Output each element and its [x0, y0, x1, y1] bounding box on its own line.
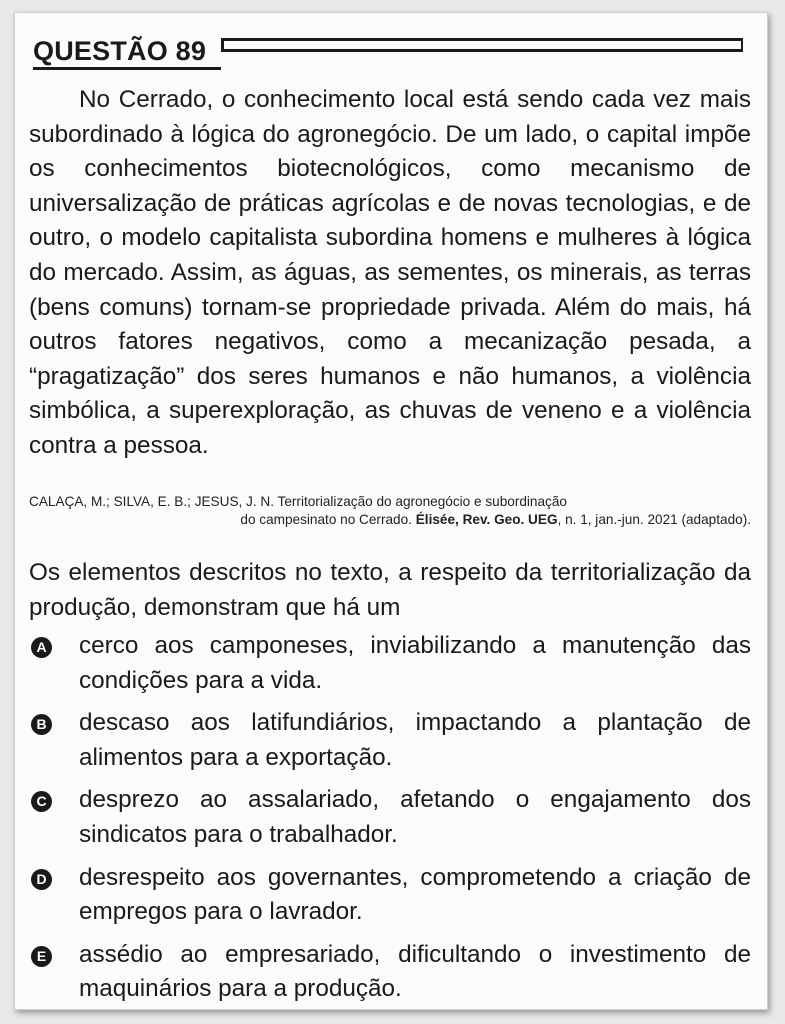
option-e[interactable]: [29, 938, 751, 1007]
option-c[interactable]: [29, 783, 751, 852]
option-a-badge: A: [31, 637, 52, 658]
header-rule-box: [221, 38, 743, 52]
passage-paragraph: No Cerrado, o conhecimento local está sendo cada vez mais subordinado à lógica do agronegócio. De um lado, o capital impõe os conhecimentos biotecnológicos, como mecanismo de universalização de práticas agrícolas e de novas tecnologias, e de outro, o modelo capitalista subordina homens e mulheres à lógica do mercado. Assim, as águas, as sementes, os minerais, as terras (bens comuns) tornam-se propriedade privada. Além do mais, há outros fatores negativos, como a mecanização pesada, a “pragatização” dos seres humanos e não humanos, a violência simbólica, a superexploração, as chuvas de veneno e a violência contra a pessoa.: [29, 86, 751, 459]
option-d-text: desrespeito aos governantes, comprometendo a criação de empregos para o lavrador.: [79, 863, 751, 926]
option-e-badge: E: [31, 946, 52, 967]
exam-page: [14, 12, 768, 1010]
option-b[interactable]: [29, 706, 751, 775]
option-d-badge: D: [31, 869, 52, 890]
option-a[interactable]: [29, 629, 751, 698]
question-header: [33, 33, 753, 73]
option-a-text: cerco aos camponeses, inviabilizando a manutenção das condições para a vida.: [79, 632, 751, 694]
question-title: QUESTÃO 89: [33, 36, 207, 66]
citation-line-2: [29, 511, 751, 529]
option-b-badge: B: [31, 714, 52, 735]
title-underline: [33, 67, 221, 70]
citation-journal: Élisée, Rev. Geo. UEG: [415, 512, 558, 527]
passage-text: [29, 83, 751, 464]
question-stem: Os elementos descritos no texto, a respeito da territorialização da produção, demonstram que há um: [29, 559, 751, 621]
citation-line-1: CALAÇA, M.; SILVA, E. B.; JESUS, J. N. Territorialização do agronegócio e subordinação: [29, 494, 567, 509]
citation-details: , n. 1, jan.-jun. 2021 (adaptado).: [557, 512, 751, 527]
option-c-badge: C: [31, 791, 52, 812]
source-citation: [29, 493, 751, 529]
option-b-text: descaso aos latifundiários, impactando a plantação de alimentos para a exportação.: [79, 709, 751, 771]
option-e-text: assédio ao empresariado, dificultando o investimento de maquinários para a produção.: [79, 940, 751, 1003]
option-c-text: desprezo ao assalariado, afetando o engajamento dos sindicatos para o trabalhador.: [79, 786, 751, 848]
answer-options: [29, 629, 751, 1015]
citation-text: do campesinato no Cerrado.: [240, 512, 412, 527]
option-d[interactable]: [29, 861, 751, 930]
